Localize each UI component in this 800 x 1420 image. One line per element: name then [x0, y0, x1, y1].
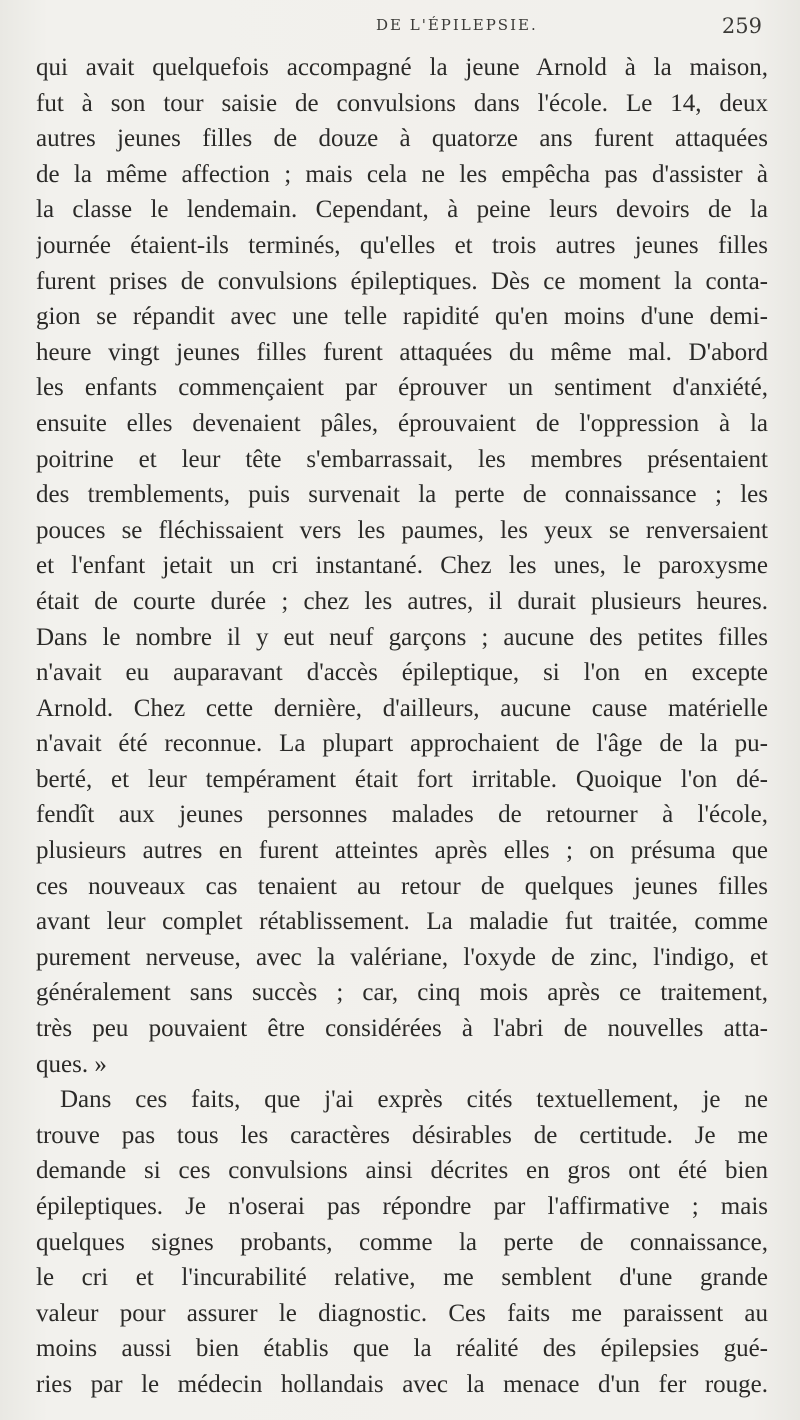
- paragraph-start-line: Dans ces faits, que j'ai exprès cités textuellement, je ne: [60, 1086, 768, 1114]
- text-line: purement nerveuse, avec la valériane, l'oxyde de zinc, l'indigo, et: [36, 943, 768, 971]
- page-number: 259: [721, 14, 762, 38]
- text-line: n'avait été reconnue. La plupart approchaient de l'âge de la pu-: [36, 730, 768, 758]
- text-line: ries par le médecin hollandais avec la menace d'un fer rouge.: [36, 1370, 768, 1398]
- text-line: Dans le nombre il y eut neuf garçons ; aucune des petites filles: [36, 623, 768, 651]
- text-line: heure vingt jeunes filles furent attaquées du même mal. D'abord: [36, 338, 768, 366]
- text-line: ques. »: [36, 1050, 107, 1078]
- text-line: les enfants commençaient par éprouver un sentiment d'anxiété,: [36, 374, 768, 402]
- text-line: des tremblements, puis survenait la perte de connaissance ; les: [36, 481, 768, 509]
- body-text: [36, 50, 768, 1403]
- text-line: la classe le lendemain. Cependant, à peine leurs devoirs de la: [36, 196, 768, 224]
- text-line: valeur pour assurer le diagnostic. Ces faits me paraissent au: [36, 1299, 768, 1327]
- text-line: fendît aux jeunes personnes malades de retourner à l'école,: [36, 801, 768, 829]
- text-line: ces nouveaux cas tenaient au retour de quelques jeunes filles: [36, 872, 768, 900]
- text-line: ensuite elles devenaient pâles, éprouvaient de l'oppression à la: [36, 409, 768, 437]
- text-line: épileptiques. Je n'oserai pas répondre par l'affirmative ; mais: [36, 1193, 768, 1220]
- text-line: trouve pas tous les caractères désirables de certitude. Je me: [36, 1121, 768, 1149]
- text-line: moins aussi bien établis que la réalité des épilepsies gué-: [36, 1335, 768, 1363]
- text-line: Arnold. Chez cette dernière, d'ailleurs, aucune cause matérielle: [36, 694, 768, 722]
- text-line: furent prises de convulsions épileptiques. Dès ce moment la conta-: [36, 267, 768, 295]
- text-line: demande si ces convulsions ainsi décrites en gros ont été bien: [36, 1157, 768, 1185]
- text-line: autres jeunes filles de douze à quatorze ans furent attaquées: [36, 125, 768, 153]
- text-line: journée étaient-ils terminés, qu'elles et trois autres jeunes filles: [36, 231, 768, 259]
- text-line: plusieurs autres en furent atteintes après elles ; on présuma que: [36, 837, 768, 865]
- text-line: berté, et leur tempérament était fort irritable. Quoique l'on dé-: [36, 765, 768, 793]
- text-line: qui avait quelquefois accompagné la jeune Arnold à la maison,: [36, 54, 768, 81]
- text-line: gion se répandit avec une telle rapidité qu'en moins d'une demi-: [36, 303, 768, 331]
- text-line: fut à son tour saisie de convulsions dans l'école. Le 14, deux: [36, 89, 768, 117]
- text-line: avant leur complet rétablissement. La maladie fut traitée, comme: [36, 908, 768, 936]
- text-line: quelques signes probants, comme la perte de connaissance,: [36, 1228, 768, 1256]
- text-line: très peu pouvaient être considérées à l'abri de nouvelles atta-: [36, 1015, 768, 1043]
- text-line: n'avait eu auparavant d'accès épileptique, si l'on en excepte: [36, 659, 768, 687]
- text-line: le cri et l'incurabilité relative, me semblent d'une grande: [36, 1264, 768, 1292]
- text-line: de la même affection ; mais cela ne les empêcha pas d'assister à: [36, 160, 768, 188]
- running-title: DE L'ÉPILEPSIE.: [376, 16, 538, 34]
- text-line: et l'enfant jetait un cri instantané. Chez les unes, le paroxysme: [36, 552, 768, 580]
- text-line: généralement sans succès ; car, cinq mois après ce traitement,: [36, 979, 768, 1007]
- running-head: [0, 14, 800, 38]
- text-line: pouces se fléchissaient vers les paumes, les yeux se renversaient: [36, 516, 768, 544]
- text-line: était de courte durée ; chez les autres, il durait plusieurs heures.: [36, 587, 768, 615]
- text-line: poitrine et leur tête s'embarrassait, les membres présentaient: [36, 445, 768, 473]
